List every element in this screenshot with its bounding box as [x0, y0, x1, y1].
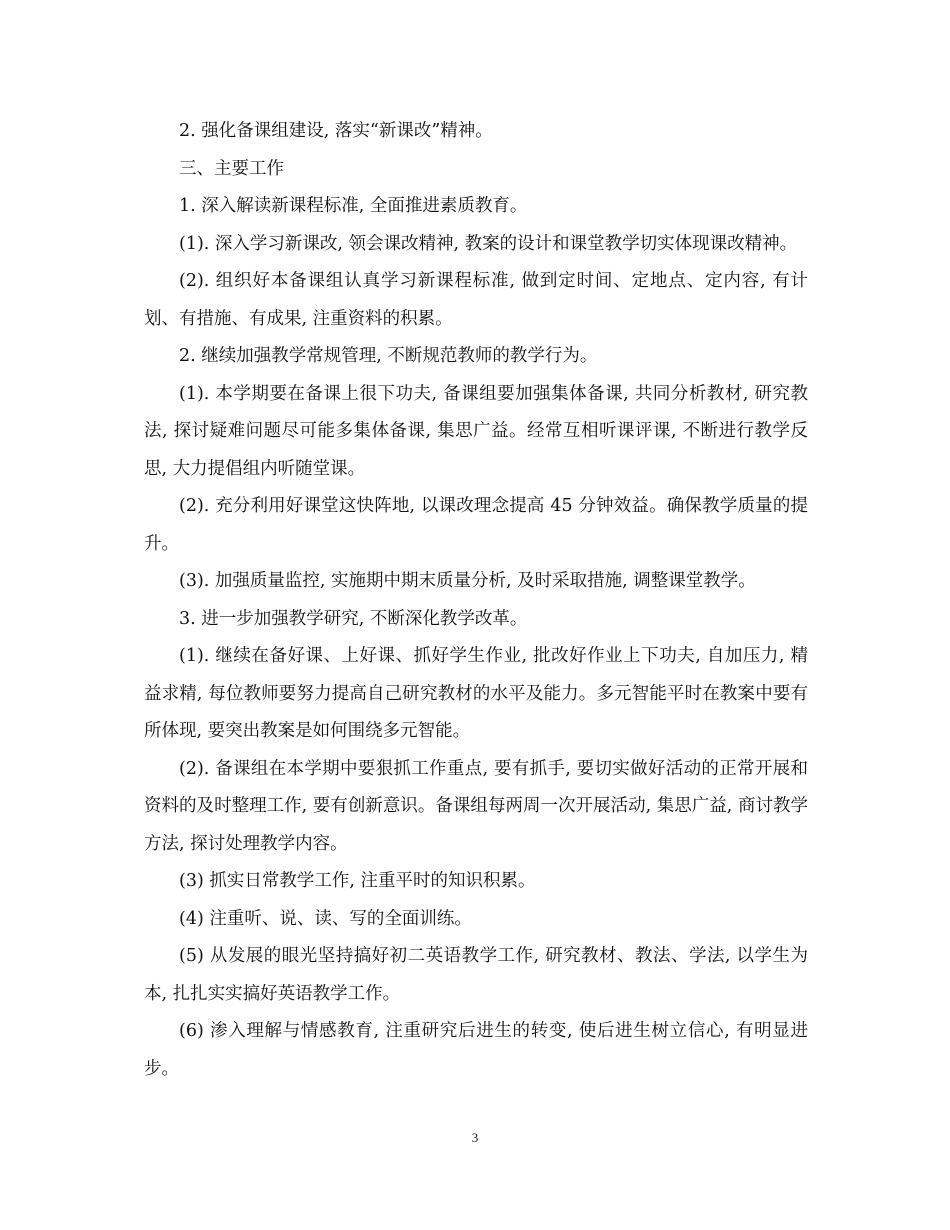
document-body	[144, 113, 808, 1088]
paragraph-9: (3). 加强质量监控, 实施期中期末质量分析, 及时采取措施, 调整课堂教学。	[179, 571, 756, 591]
paragraph-8: (2). 充分利用好课堂这快阵地, 以课改理念提高 45 分钟效益。确保教学质量的提升。	[144, 496, 808, 554]
paragraph-3: 1. 深入解读新课程标准, 全面推进素质教育。	[179, 196, 528, 216]
paragraph-5: (2). 组织好本备课组认真学习新课程标准, 做到定时间、定地点、定内容, 有计划、有措施、有成果, 注重资料的积累。	[144, 271, 808, 329]
section-heading-main-work: 三、主要工作	[179, 158, 284, 179]
paragraph-6: 2. 继续加强教学常规管理, 不断规范教师的教学行为。	[179, 346, 598, 366]
paragraph-4: (1). 深入学习新课改, 领会课改精神, 教案的设计和课堂教学切实体现课改精神。	[179, 233, 798, 254]
paragraph-13: (3) 抓实日常教学工作, 注重平时的知识积累。	[179, 871, 536, 891]
paragraph-7: (1). 本学期要在备课上很下功夫, 备课组要加强集体备课, 共同分析教材, 研究教法, 探讨疑难问题尽可能多集体备课, 集思广益。经常互相听课评课, 不断进行教学反思, 大力提倡组内听随堂课。	[144, 383, 808, 479]
paragraph-16: (6) 渗入理解与情感教育, 注重研究后进生的转变, 使后进生树立信心, 有明显进步。	[144, 1021, 808, 1079]
page-number: 3	[471, 1130, 479, 1145]
paragraph-14: (4) 注重听、说、读、写的全面训练。	[179, 908, 472, 929]
paragraph-1: 2. 强化备课组建设, 落实“新课改”精神。	[179, 121, 493, 141]
paragraph-10: 3. 进一步加强教学研究, 不断深化教学改革。	[179, 608, 528, 629]
paragraph-15: (5) 从发展的眼光坚持搞好初二英语教学工作, 研究教材、教法、学法, 以学生为本, 扎扎实实搞好英语教学工作。	[144, 946, 808, 1004]
paragraph-11: (1). 继续在备好课、上好课、抓好学生作业, 批改好作业上下功夫, 自加压力, 精益求精, 每位教师要努力提高自己研究教材的水平及能力。多元智能平时在教案中要有所体现, 要突出教案是如何围绕多元智能。	[144, 646, 808, 741]
paragraph-12: (2). 备课组在本学期中要狠抓工作重点, 要有抓手, 要切实做好活动的正常开展和资料的及时整理工作, 要有创新意识。备课组每两周一次开展活动, 集思广益, 商讨教学方法, 探讨处理教学内容。	[144, 758, 808, 854]
